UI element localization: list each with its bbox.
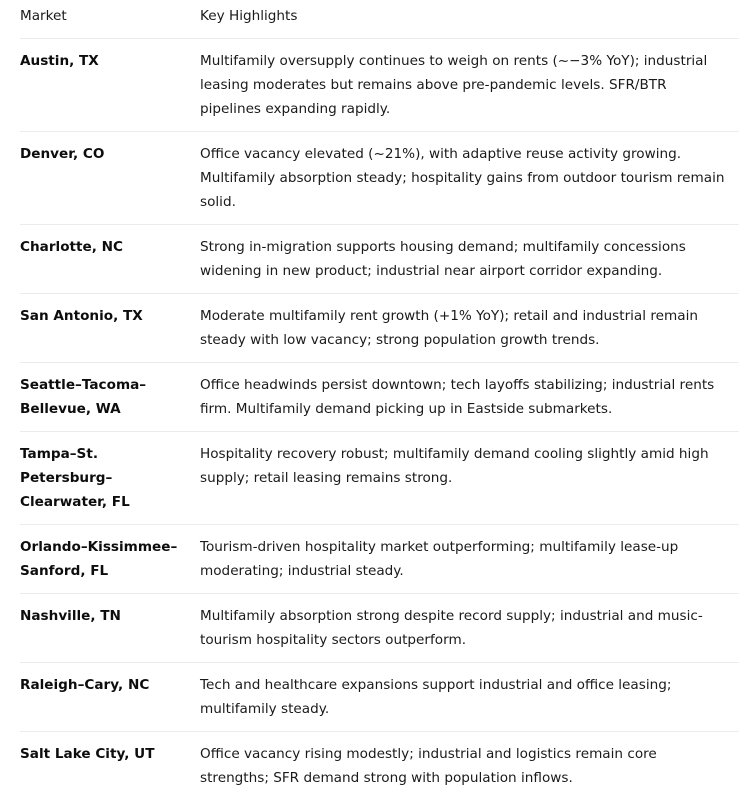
highlights-cell: Tech and healthcare expansions support industrial and office leasing; multifamily steady. [200,663,739,732]
column-header-market: Market [20,0,200,39]
highlights-cell: Tourism-driven hospitality market outperforming; multifamily lease-up moderating; industrial steady. [200,525,739,594]
highlights-cell: Hospitality recovery robust; multifamily demand cooling slightly amid high supply; retail leasing remains strong. [200,432,739,525]
market-cell: Charlotte, NC [20,225,200,294]
table-row [20,663,739,732]
table-row [20,432,739,525]
column-header-key-highlights: Key Highlights [200,0,739,39]
table-row [20,732,739,800]
table-row [20,525,739,594]
market-cell: Seattle–Tacoma–Bellevue, WA [20,363,200,432]
market-cell: Austin, TX [20,39,200,132]
highlights-cell: Multifamily absorption strong despite record supply; industrial and music-tourism hospitality sectors outperform. [200,594,739,663]
table-row [20,363,739,432]
highlights-cell: Office vacancy elevated (~21%), with adaptive reuse activity growing. Multifamily absorption steady; hospitality gains from outdoor tourism remain solid. [200,132,739,225]
highlights-cell: Moderate multifamily rent growth (+1% YoY); retail and industrial remain steady with low vacancy; strong population growth trends. [200,294,739,363]
table-row [20,225,739,294]
table-row [20,294,739,363]
market-cell: San Antonio, TX [20,294,200,363]
market-cell: Raleigh–Cary, NC [20,663,200,732]
market-cell: Denver, CO [20,132,200,225]
highlights-cell: Office vacancy rising modestly; industrial and logistics remain core strengths; SFR demand strong with population inflows. [200,732,739,800]
market-cell: Nashville, TN [20,594,200,663]
highlights-cell: Multifamily oversupply continues to weigh on rents (~−3% YoY); industrial leasing moderates but remains above pre-pandemic levels. SFR/BTR pipelines expanding rapidly. [200,39,739,132]
market-cell: Tampa–St. Petersburg–Clearwater, FL [20,432,200,525]
market-cell: Salt Lake City, UT [20,732,200,800]
table-header-row [20,0,739,39]
table-row [20,39,739,132]
table-row [20,132,739,225]
highlights-cell: Office headwinds persist downtown; tech layoffs stabilizing; industrial rents firm. Multifamily demand picking up in Eastside submarkets. [200,363,739,432]
market-highlights-table [20,0,739,800]
highlights-cell: Strong in-migration supports housing demand; multifamily concessions widening in new product; industrial near airport corridor expanding. [200,225,739,294]
table-row [20,594,739,663]
market-cell: Orlando–Kissimmee–Sanford, FL [20,525,200,594]
